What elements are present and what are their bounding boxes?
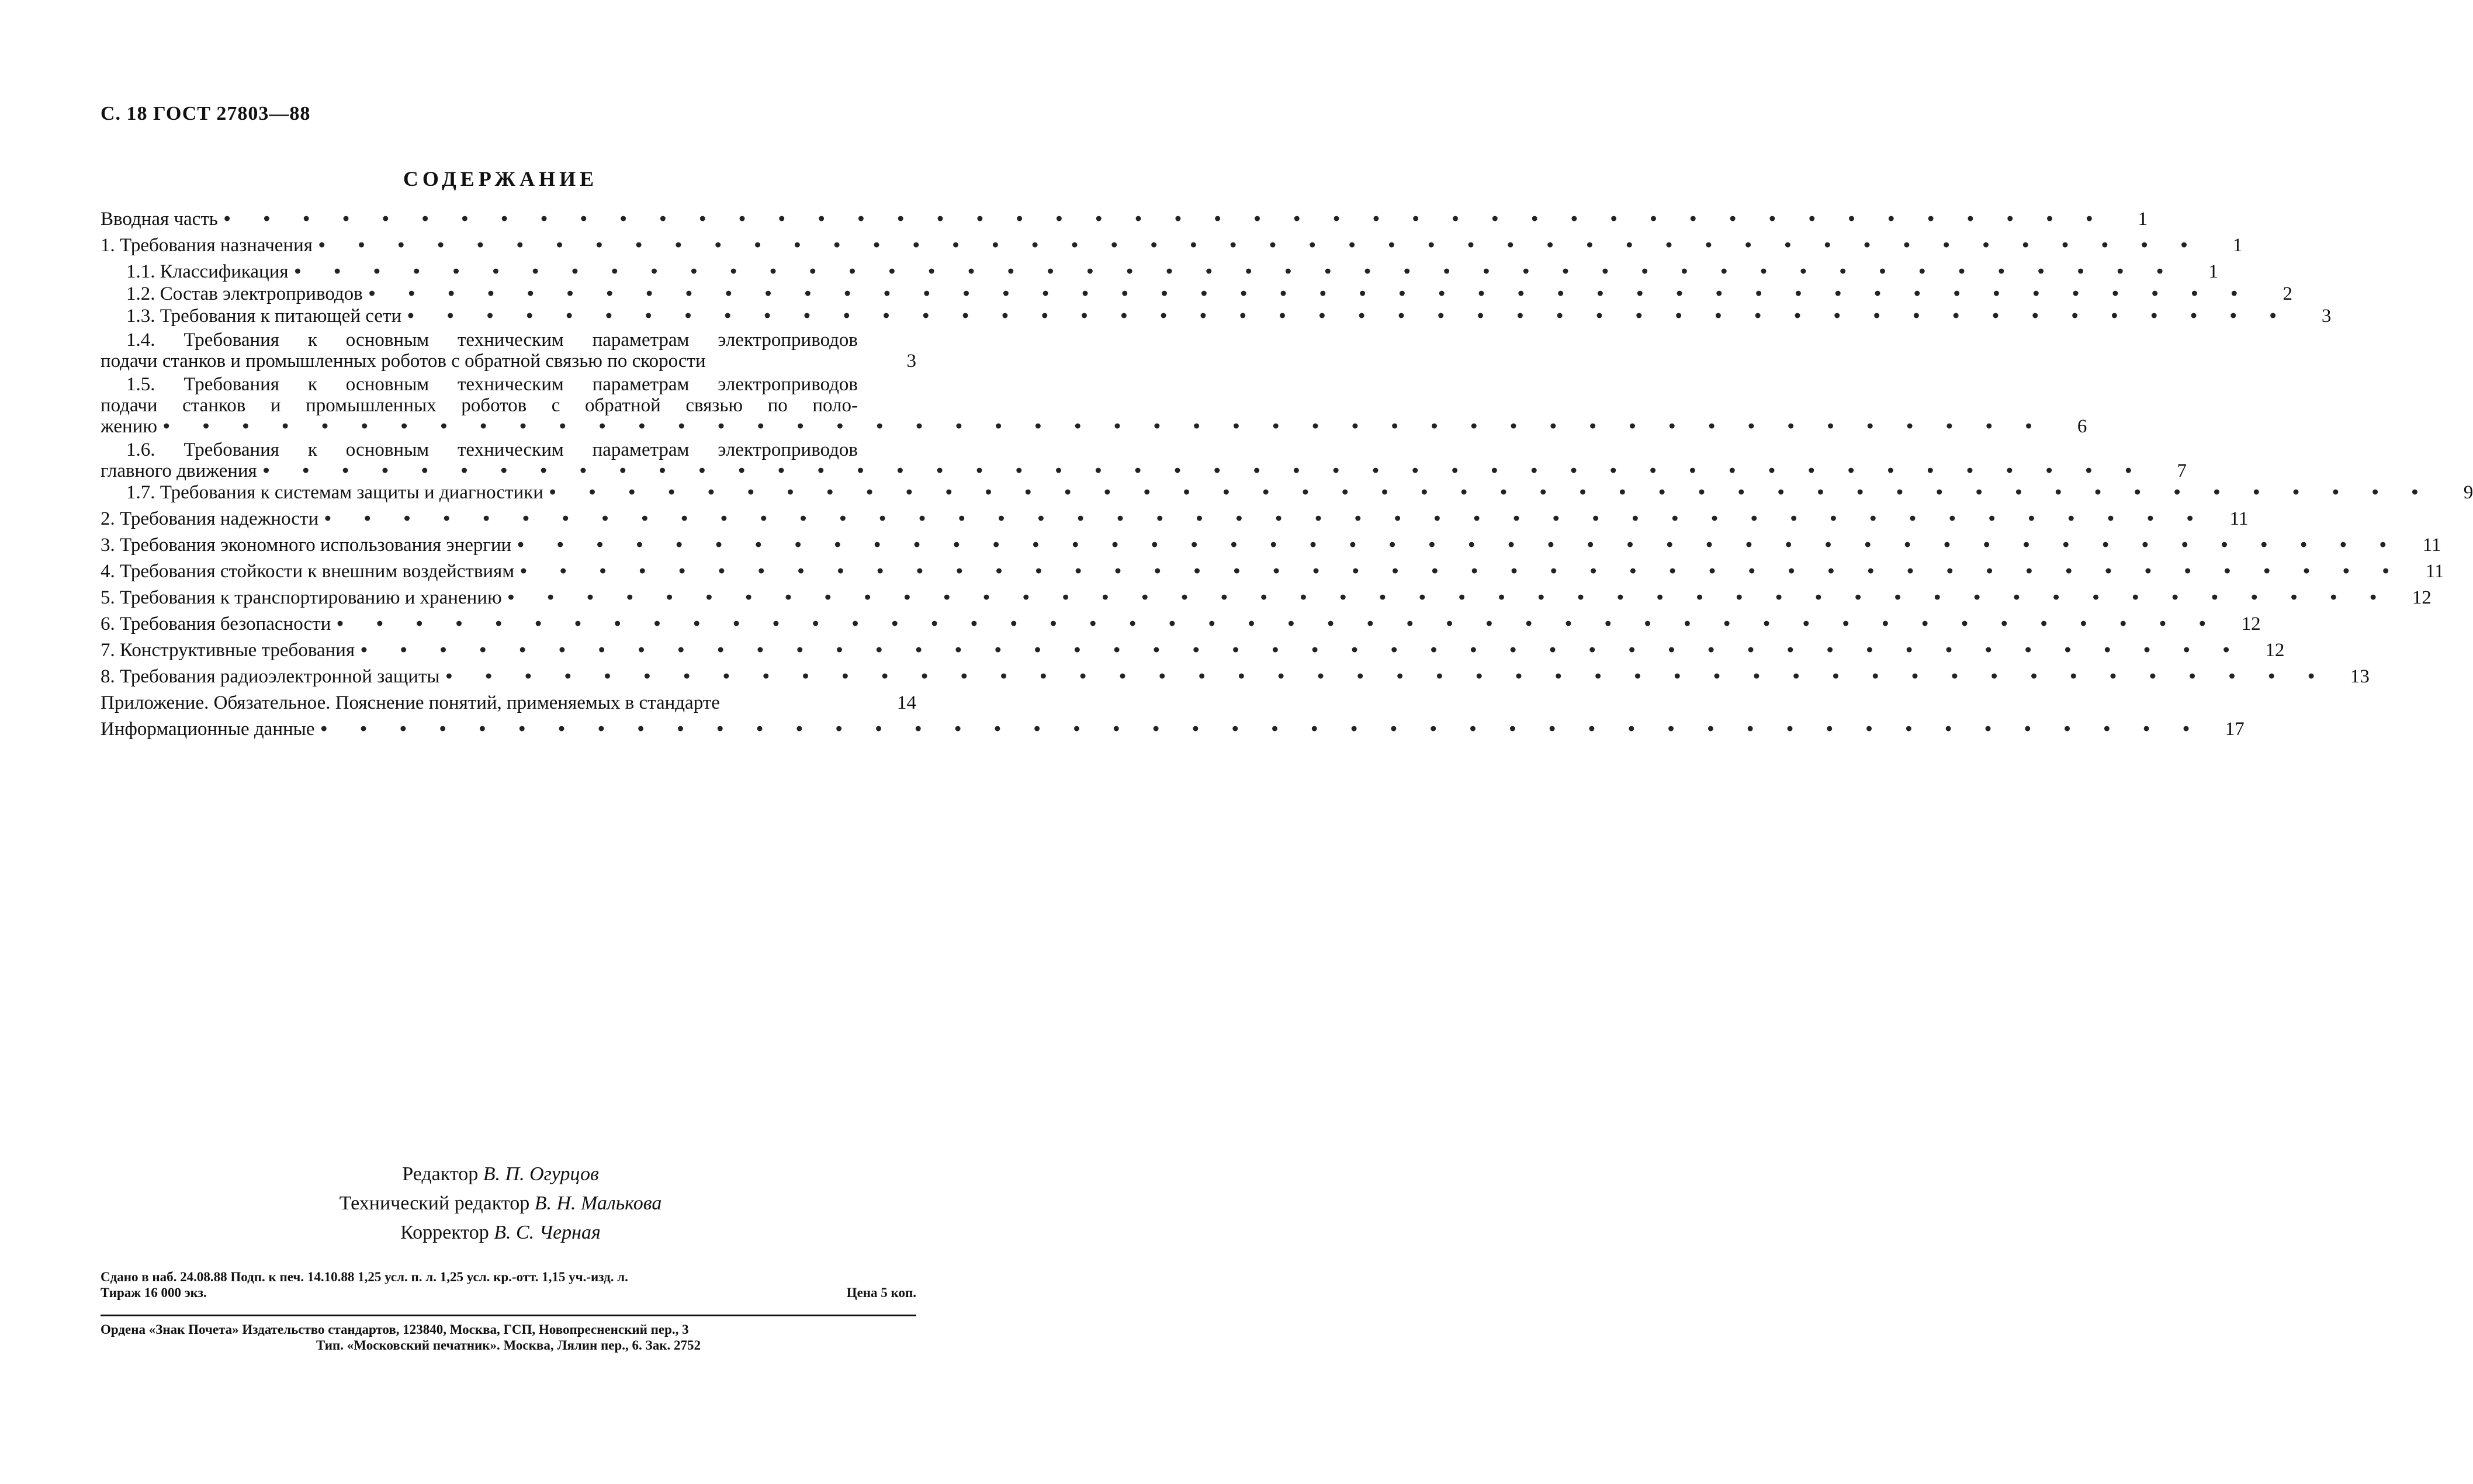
toc-page-number: 2 bbox=[2282, 283, 2293, 304]
dot-leader: • • • • • • • • • • • • • • • • • • • • • • • • • • • • • • • • • • • • • • • • • • • • • • • • bbox=[320, 719, 2204, 740]
editors-block bbox=[0, 1160, 1001, 1247]
toc-entry[interactable] bbox=[101, 439, 2187, 481]
toc-entry-title: 6. Требования безопасности bbox=[101, 613, 331, 634]
imprint-line: Сдано в наб. 24.08.88 Подп. к печ. 14.10.88 1,25 усл. п. л. 1,25 усл. кр.-отт. 1,15 уч.-изд. л. bbox=[101, 1270, 628, 1284]
circulation: Тираж 16 000 экз. bbox=[101, 1285, 207, 1300]
toc-page-number: 1 bbox=[2208, 261, 2218, 282]
price: Цена 5 коп. bbox=[846, 1285, 916, 1300]
dot-leader: • • • • • • • • • • • • • • • • • • • • • • • • • • • • • • • • • • • • • • • • • • • • • • • • bbox=[262, 460, 2146, 481]
toc-page-number: 11 bbox=[2425, 561, 2444, 582]
toc-entry[interactable] bbox=[101, 283, 2293, 305]
toc-page-number: 12 bbox=[2241, 613, 2261, 634]
toc-entry[interactable] bbox=[101, 534, 2441, 556]
toc-entry[interactable] bbox=[101, 374, 2087, 437]
toc-entry-title: 1.1. Классификация bbox=[126, 261, 289, 282]
toc-page-number: 11 bbox=[2229, 508, 2249, 529]
toc-entry[interactable] bbox=[101, 560, 2444, 582]
toc-page-number: 7 bbox=[2177, 460, 2187, 481]
dot-leader: • • • • • • • • • • • • • • • • • • • • • • • • • • • • • • • • • • • • • • • • • • • • • • • • bbox=[324, 508, 2208, 529]
page-title: СОДЕРЖАНИЕ bbox=[403, 167, 598, 190]
imprint-block bbox=[101, 1269, 916, 1301]
toc-entry-title: жению bbox=[101, 416, 157, 437]
toc-page-number: 1 bbox=[2138, 209, 2148, 230]
corrector-name: В. С. Черная bbox=[494, 1222, 601, 1243]
toc-entry-title: Информационные данные bbox=[101, 719, 315, 740]
publisher-block bbox=[101, 1322, 916, 1353]
toc-entry[interactable] bbox=[101, 261, 2218, 283]
toc-entry-title: 4. Требования стойкости к внешним воздействиям bbox=[101, 561, 515, 582]
dot-leader: • • • • • • • • • • • • • • • • • • • • • • • • • • • • • • • • • • • • • • • • • • • • • • • • bbox=[445, 666, 2329, 687]
dot-leader: • • • • • • • • • • • • • • • • • • • • • • • • • • • • • • • • • • • • • • • • • • • • • • • • bbox=[361, 640, 2244, 661]
toc-entry[interactable] bbox=[101, 208, 2148, 230]
printer-line: Тип. «Московский печатник». Москва, Лялин пер., 6. Зак. 2752 bbox=[316, 1338, 701, 1353]
toc-entry-title: 1.7. Требования к системам защиты и диагностики bbox=[126, 482, 543, 503]
dot-leader: • • • • • • • • • • • • • • • • • • • • • • • • • • • • • • • • • • • • • • • • • • • • • • • • bbox=[517, 535, 2401, 556]
tech-editor-name: В. Н. Малькова bbox=[534, 1192, 662, 1214]
toc-entry-title: 1.6. Требования к основным техническим параметрам электроприводов bbox=[126, 439, 858, 460]
toc-entry-title: Приложение. Обязательное. Пояснение понятий, применяемых в стандарте bbox=[101, 692, 720, 713]
toc-entry[interactable] bbox=[101, 639, 2285, 661]
toc-page-number: 13 bbox=[2350, 666, 2370, 687]
dot-leader: • • • • • • • • • • • • • • • • • • • • • • • • • • • • • • • • • • • • • • • • • • • • • • • • bbox=[520, 561, 2403, 582]
page-header: С. 18 ГОСТ 27803—88 bbox=[101, 103, 311, 124]
dot-leader: • • • • • • • • • • • • • • • • • • • • • • • • • • • • • • • • • • • • • • • • • • • • • • • • bbox=[407, 306, 2291, 327]
toc-page-number: 3 bbox=[906, 351, 916, 372]
divider bbox=[101, 1315, 916, 1316]
toc-entry[interactable] bbox=[101, 330, 916, 372]
toc-page-number: 12 bbox=[2265, 640, 2285, 661]
toc-entry-title: 1.4. Требования к основным техническим параметрам электроприводов bbox=[126, 330, 858, 351]
toc-entry[interactable] bbox=[101, 692, 916, 714]
toc-page-number: 11 bbox=[2422, 535, 2441, 556]
table-of-contents bbox=[101, 208, 2473, 740]
dot-leader: • • • • • • • • • • • • • • • • • • • • • • • • • • • • • • • • • • • • • • • • • • • • • • • • bbox=[368, 283, 2252, 304]
editor-line bbox=[0, 1160, 1001, 1189]
toc-entry[interactable] bbox=[101, 305, 2332, 327]
toc-entry-title: 1.2. Состав электроприводов bbox=[126, 283, 363, 304]
toc-page-number: 14 bbox=[897, 692, 916, 713]
toc-entry-title: 1.5. Требования к основным техническим параметрам электроприводов bbox=[126, 374, 858, 395]
editor-label: Редактор bbox=[402, 1163, 479, 1185]
dot-leader: • • • • • • • • • • • • • • • • • • • • • • • • • • • • • • • • • • • • • • • • • • • • • • • • bbox=[549, 482, 2433, 503]
dot-leader: • • • • • • • • • • • • • • • • • • • • • • • • • • • • • • • • • • • • • • • • • • • • • • • • bbox=[223, 209, 2107, 230]
publisher-line: Ордена «Знак Почета» Издательство стандартов, 123840, Москва, ГСП, Новопресненский пер., 3 bbox=[101, 1322, 689, 1337]
toc-entry-title: 1.3. Требования к питающей сети bbox=[126, 306, 402, 327]
editor-name: В. П. Огурцов bbox=[483, 1163, 599, 1185]
toc-entry-title: Вводная часть bbox=[101, 209, 218, 230]
dot-leader: • • • • • • • • • • • • • • • • • • • • • • • • • • • • • • • • • • • • • • • • • • • • • • • • bbox=[163, 416, 2046, 437]
toc-entry[interactable] bbox=[101, 234, 2243, 256]
dot-leader: • • • • • • • • • • • • • • • • • • • • • • • • • • • • • • • • • • • • • • • • • • • • • • • • bbox=[337, 613, 2220, 634]
toc-entry-title: 1. Требования назначения bbox=[101, 235, 313, 256]
toc-page-number: 17 bbox=[2225, 719, 2245, 740]
toc-entry[interactable] bbox=[101, 587, 2432, 609]
toc-entry-title: 2. Требования надежности bbox=[101, 508, 319, 529]
toc-entry-title: 3. Требования экономного использования энергии bbox=[101, 535, 512, 556]
dot-leader: • • • • • • • • • • • • • • • • • • • • • • • • • • • • • • • • • • • • • • • • • • • • • • • • bbox=[318, 235, 2202, 256]
toc-entry-title: главного движения bbox=[101, 460, 257, 481]
toc-entry-title: 5. Требования к транспортированию и хранению bbox=[101, 587, 502, 608]
dot-leader: • • • • • • • • • • • • • • • • • • • • • • • • • • • • • • • • • • • • • • • • • • • • • • • • bbox=[507, 587, 2391, 608]
toc-entry-title: 7. Конструктивные требования bbox=[101, 640, 355, 661]
toc-entry-title: подачи станков и промышленных роботов с обратной связью по поло- bbox=[101, 395, 858, 416]
toc-page-number: 6 bbox=[2077, 416, 2087, 437]
toc-entry[interactable] bbox=[101, 718, 2245, 740]
toc-page-number: 12 bbox=[2412, 587, 2432, 608]
toc-entry-title: подачи станков и промышленных роботов с обратной связью по скорости bbox=[101, 351, 706, 372]
toc-entry[interactable] bbox=[101, 508, 2249, 530]
toc-page-number: 3 bbox=[2321, 306, 2332, 327]
toc-entry-title: 8. Требования радиоэлектронной защиты bbox=[101, 666, 440, 687]
toc-entry[interactable] bbox=[101, 481, 2473, 504]
toc-page-number: 1 bbox=[2232, 235, 2243, 256]
toc-entry[interactable] bbox=[101, 665, 2370, 688]
toc-page-number: 9 bbox=[2463, 482, 2473, 503]
dot-leader: • • • • • • • • • • • • • • • • • • • • • • • • • • • • • • • • • • • • • • • • • • • • • • • • bbox=[294, 261, 2177, 282]
tech-editor-line bbox=[0, 1189, 1001, 1218]
corrector-label: Корректор bbox=[400, 1222, 489, 1243]
toc-entry[interactable] bbox=[101, 613, 2261, 635]
corrector-line bbox=[0, 1218, 1001, 1247]
tech-editor-label: Технический редактор bbox=[339, 1192, 530, 1214]
